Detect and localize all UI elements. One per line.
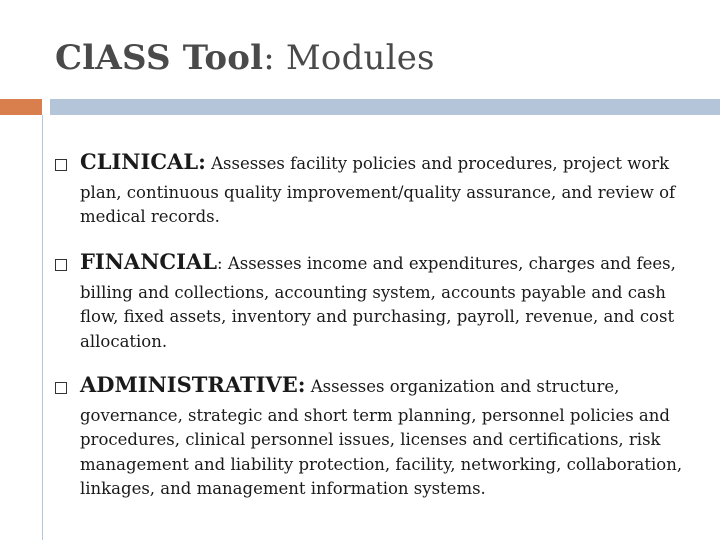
slide-title-rest: : Modules	[263, 38, 435, 78]
module-heading: CLINICAL:	[80, 149, 206, 174]
accent-bar-blue	[50, 99, 720, 115]
accent-divider-line	[42, 115, 43, 540]
bullet-box-icon	[55, 159, 67, 171]
module-description: billing and collections, accounting system, accounts payable and cash flow, fixed assets, inventory and purchasing, payroll, revenue, and cost allocation.	[80, 282, 675, 351]
module-description-first: Assesses facility policies and procedures, project work	[205, 154, 670, 173]
slide-title	[55, 38, 435, 78]
accent-bar-orange	[0, 99, 42, 115]
module-description-first: Assesses organization and structure,	[305, 377, 620, 396]
module-description: plan, continuous quality improvement/quality assurance, and review of medical records.	[80, 182, 676, 226]
bullet-box-icon	[55, 382, 67, 394]
bullet-box-icon	[55, 259, 67, 271]
module-item-financial	[55, 250, 685, 354]
module-heading: ADMINISTRATIVE:	[80, 372, 306, 397]
slide-title-strong: ClASS Tool	[55, 38, 264, 78]
module-heading: FINANCIAL	[80, 249, 218, 274]
module-description-first: : Assesses income and expenditures, charges and fees,	[217, 254, 676, 273]
module-description: governance, strategic and short term planning, personnel policies and procedures, clinical personnel issues, licenses and certifications, risk management and liability protection, facility, networking, collaboration, linkages, and management information systems.	[80, 405, 683, 498]
module-item-clinical	[55, 150, 685, 230]
module-item-administrative	[55, 373, 685, 502]
